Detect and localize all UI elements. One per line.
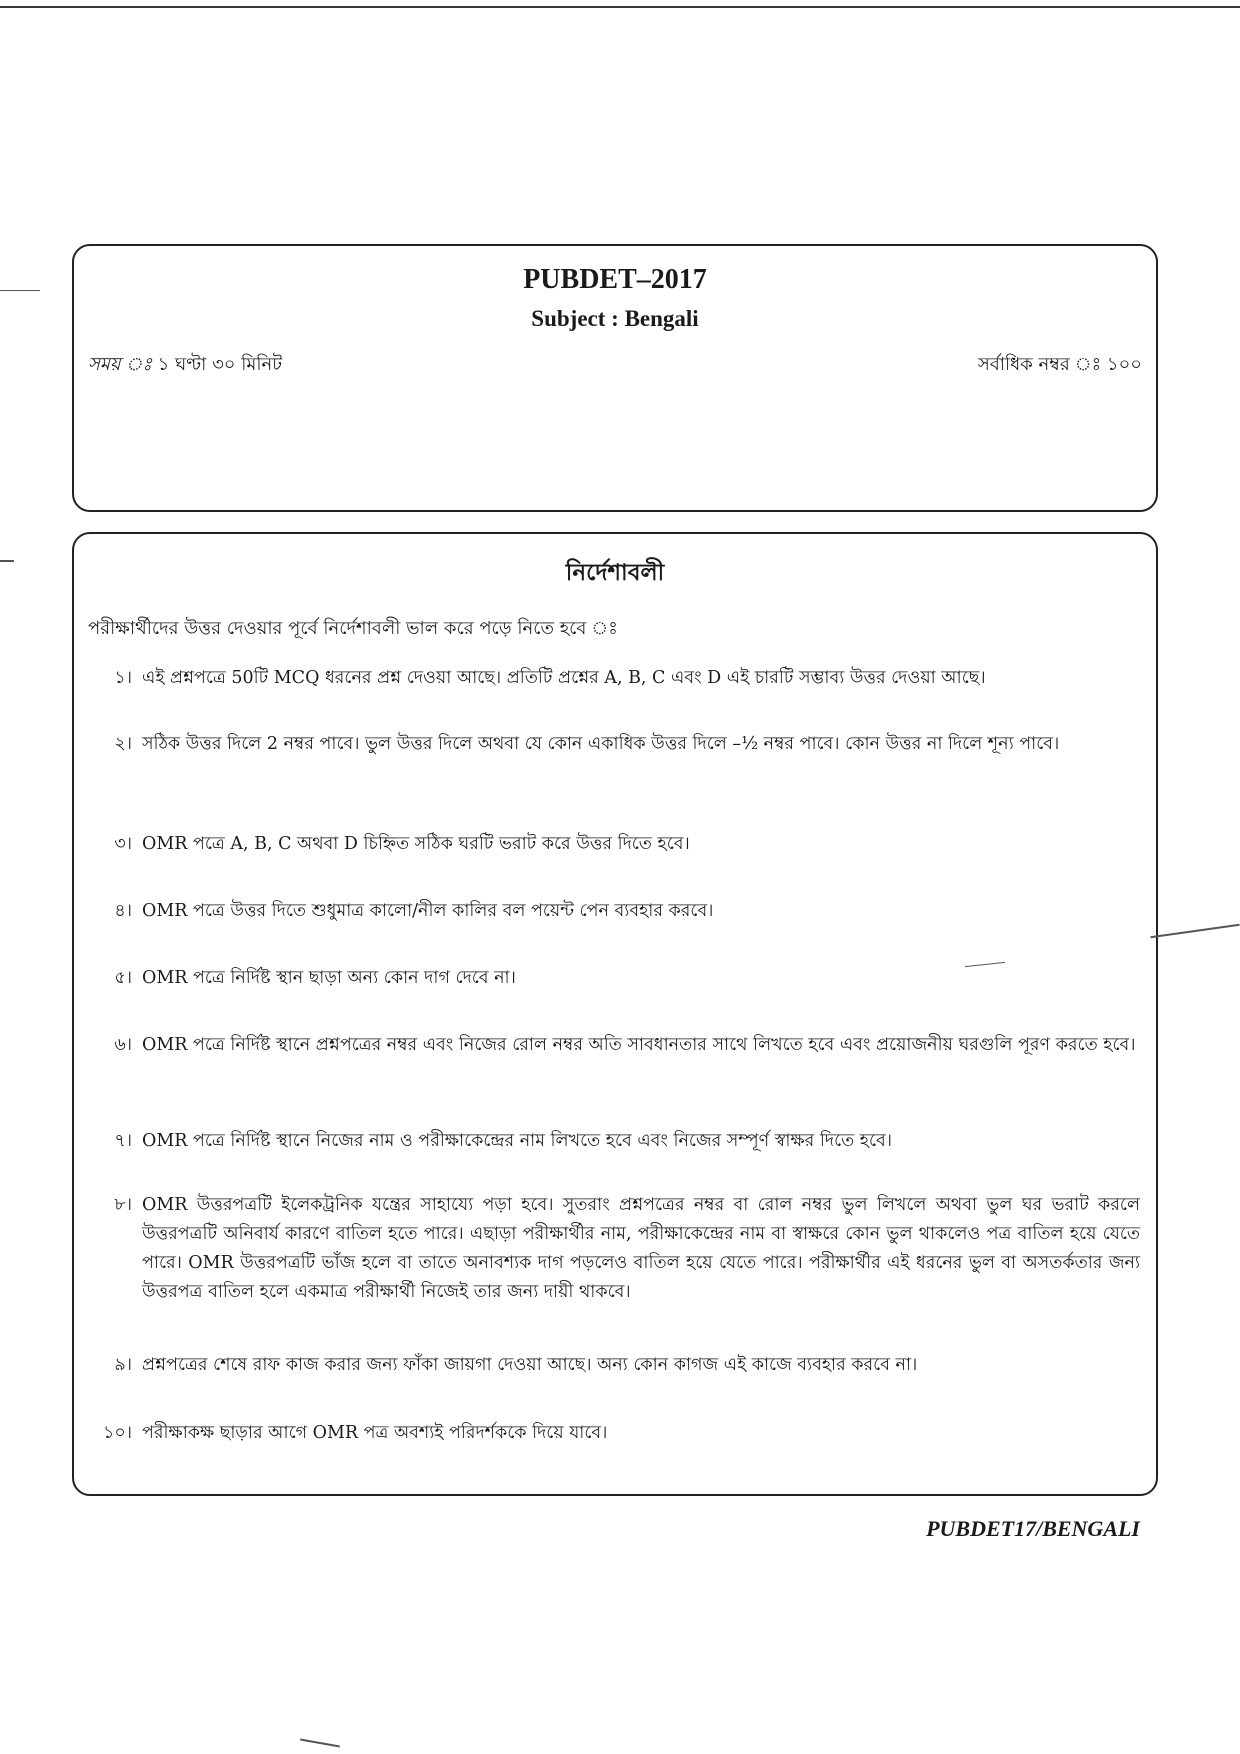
scan-mark — [0, 560, 14, 562]
instruction-text: OMR উত্তরপত্রটি ইলেকট্রনিক যন্ত্রের সাহায্যে পড়া হবে। সুতরাং প্রশ্নপত্রের নম্বর বা রোল নম্বর ভুল লিখলে অথবা ভুল ঘর ভরাট করলে উত্তরপত্রটি অনিবার্য কারণে বাতিল হতে পারে। এছাড়া পরীক্ষার্থীর নাম, পরীক্ষাকেন্দ্রের নাম বা স্বাক্ষরে কোন ভুল থাকলেও পত্র বাতিল হয়ে যেতে পারে। OMR উত্তরপত্রটি ভাঁজ হলে বা তাতে অনাবশ্যক দাগ পড়লেও বাতিল হয়ে যেতে পারে। পরীক্ষার্থীর এই ধরনের ভুল বা অসতর্কতার জন্য উত্তরপত্র বাতিল হলে একমাত্র পরীক্ষার্থী নিজেই তার জন্য দায়ী থাকবে। — [142, 1195, 1140, 1302]
exam-meta-row — [88, 350, 1142, 381]
instruction-item — [96, 1031, 1140, 1127]
instruction-number: ১০। — [103, 1423, 132, 1443]
instruction-number: ৩। — [114, 834, 132, 854]
exam-subject: Subject : Bengali — [531, 306, 699, 331]
instruction-text: OMR পত্রে A, B, C অথবা D চিহ্নিত সঠিক ঘরটি ভরাট করে উত্তর দিতে হবে। — [142, 834, 690, 854]
instruction-item — [96, 664, 1140, 730]
instruction-text: এই প্রশ্নপত্রে 50টি MCQ ধরনের প্রশ্ন দেওয়া আছে। প্রতিটি প্রশ্নের A, B, C এবং D এই চারটি সম্ভাব্য উত্তর দেওয়া আছে। — [142, 668, 986, 688]
exam-code: PUBDET–2017 — [523, 264, 707, 295]
instruction-number: ১। — [114, 668, 132, 688]
instruction-text: OMR পত্রে উত্তর দিতে শুধুমাত্র কালো/নীল কালির বল পয়েন্ট পেন ব্যবহার করবে। — [142, 901, 714, 921]
instruction-text: OMR পত্রে নির্দিষ্ট স্থানে নিজের নাম ও পরীক্ষাকেন্দ্রের নাম লিখতে হবে এবং নিজের সম্পূর্ণ স্বাক্ষর দিতে হবে। — [142, 1131, 893, 1151]
scan-mark — [0, 290, 40, 291]
instruction-text: প্রশ্নপত্রের শেষে রাফ কাজ করার জন্য ফাঁকা জায়গা দেওয়া আছে। অন্য কোন কাগজ এই কাজে ব্যবহার করবে না। — [142, 1355, 918, 1375]
instruction-item — [96, 730, 1140, 830]
time-label: সময় ঃ — [88, 354, 152, 375]
instruction-text: সঠিক উত্তর দিলে 2 নম্বর পাবে। ভুল উত্তর দিলে অথবা যে কোন একাধিক উত্তর দিলে –½ নম্বর পাবে। কোন উত্তর না দিলে শূন্য পাবে। — [142, 734, 1060, 754]
scan-top-rule — [0, 6, 1240, 8]
instructions-box — [72, 532, 1158, 1496]
instruction-item — [96, 1127, 1140, 1191]
instructions-title: নির্দেশাবলী — [565, 559, 665, 586]
scan-mark — [300, 1739, 340, 1748]
time-value: ১ ঘণ্টা ৩০ মিনিট — [157, 354, 283, 375]
instruction-item — [96, 964, 1140, 1031]
instructions-list — [96, 664, 1140, 1459]
exam-duration — [88, 350, 282, 381]
instruction-text: OMR পত্রে নির্দিষ্ট স্থান ছাড়া অন্য কোন দাগ দেবে না। — [142, 968, 516, 988]
instruction-text: OMR পত্রে নির্দিষ্ট স্থানে প্রশ্নপত্রের নম্বর এবং নিজের রোল নম্বর অতি সাবধানতার সাথে লিখতে হবে এবং প্রয়োজনীয় ঘরগুলি পূরণ করতে হবে। — [142, 1035, 1136, 1055]
instruction-item — [96, 897, 1140, 964]
instruction-item — [96, 830, 1140, 897]
instruction-number: ৮। — [114, 1195, 132, 1215]
instruction-text: পরীক্ষাকক্ষ ছাড়ার আগে OMR পত্র অবশ্যই পরিদর্শককে দিয়ে যাবে। — [142, 1423, 608, 1443]
instruction-item — [96, 1351, 1140, 1419]
instruction-number: ২। — [114, 734, 132, 754]
instruction-item — [96, 1419, 1140, 1459]
instruction-item — [96, 1191, 1140, 1351]
instruction-number: ৫। — [114, 968, 132, 988]
footer-paper-code: PUBDET17/BENGALI — [926, 1516, 1140, 1541]
instruction-number: ৬। — [114, 1035, 132, 1055]
instruction-number: ৭। — [114, 1131, 132, 1151]
instruction-number: ৪। — [114, 901, 132, 921]
full-marks: সর্বাধিক নম্বর ঃ ১০০ — [977, 354, 1142, 375]
instruction-number: ৯। — [114, 1355, 132, 1375]
exam-header-box — [72, 244, 1158, 512]
scan-mark — [1150, 924, 1239, 939]
instructions-intro: পরীক্ষার্থীদের উত্তর দেওয়ার পূর্বে নির্দেশাবলী ভাল করে পড়ে নিতে হবে ঃ — [88, 618, 618, 639]
